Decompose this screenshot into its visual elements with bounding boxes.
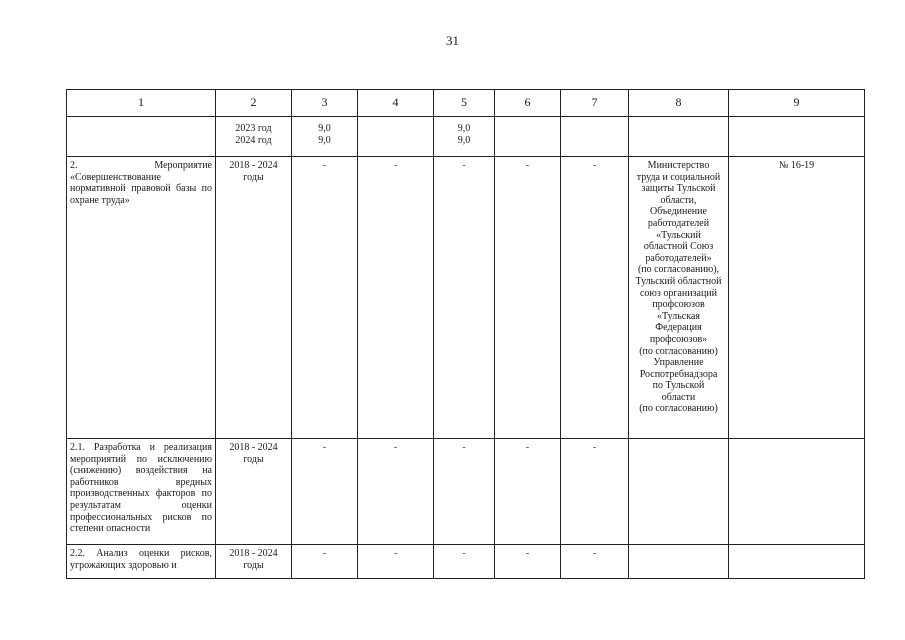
measure-name: 2. Мероприятие «Совершенствование нормативной правовой базы по охране труда»	[67, 157, 216, 439]
dash-cell: -	[434, 439, 495, 545]
year-label: 2023 год	[235, 123, 272, 134]
indicators-cell	[729, 545, 865, 579]
measure-name: 2.1. Разработка и реализация мероприятий по исключению (снижению) воздействия на работников вредных производственных факторов по результатам оценки профессиональных рисков по степени опасности	[67, 439, 216, 545]
amount-value: 9,0	[318, 123, 331, 134]
year-cell	[216, 117, 292, 157]
table-row	[67, 439, 865, 545]
period-cell: 2018 - 2024 годы	[216, 157, 292, 439]
measure-name: 2.2. Анализ оценки рисков, угрожающих здоровью и	[67, 545, 216, 579]
empty-cell	[629, 117, 729, 157]
column-number-row	[67, 90, 865, 117]
empty-cell	[358, 117, 434, 157]
amount-cell	[292, 117, 358, 157]
empty-cell	[495, 117, 561, 157]
column-header: 4	[358, 90, 434, 117]
column-header: 2	[216, 90, 292, 117]
table-row	[67, 545, 865, 579]
empty-cell	[561, 117, 629, 157]
column-header: 9	[729, 90, 865, 117]
page-number: 31	[446, 33, 459, 48]
dash-cell: -	[434, 157, 495, 439]
column-header: 7	[561, 90, 629, 117]
indicators-cell: № 16-19	[729, 157, 865, 439]
period-cell: 2018 - 2024 годы	[216, 439, 292, 545]
program-table	[66, 89, 865, 579]
amount-value: 9,0	[457, 134, 471, 146]
dash-cell: -	[358, 545, 434, 579]
dash-cell: -	[495, 157, 561, 439]
dash-cell: -	[561, 439, 629, 545]
column-header: 8	[629, 90, 729, 117]
year-label: 2024 год	[235, 134, 272, 146]
indicators-cell	[729, 439, 865, 545]
column-header: 3	[292, 90, 358, 117]
dash-cell: -	[561, 157, 629, 439]
column-header: 6	[495, 90, 561, 117]
dash-cell: -	[434, 545, 495, 579]
executors-cell	[629, 439, 729, 545]
column-header: 5	[434, 90, 495, 117]
column-header: 1	[67, 90, 216, 117]
dash-cell: -	[292, 545, 358, 579]
dash-cell: -	[292, 157, 358, 439]
amount-cell	[434, 117, 495, 157]
dash-cell: -	[495, 439, 561, 545]
executors-cell	[629, 545, 729, 579]
dash-cell: -	[292, 439, 358, 545]
dash-cell: -	[495, 545, 561, 579]
dash-cell: -	[358, 439, 434, 545]
empty-cell	[729, 117, 865, 157]
years-row	[67, 117, 865, 157]
amount-value: 9,0	[318, 134, 331, 146]
executors-cell: Министерство труда и социальной защиты Тульской области, Объединение работодателей «Тульский областной Союз работодателей» (по согласованию), Тульский областной союз организаций профсоюзов «Тульская Федерация профсоюзов» (по согласованию) Управление Роспотребнадзора по Тульской области (по согласованию)	[629, 157, 729, 439]
amount-value: 9,0	[457, 123, 471, 134]
period-cell: 2018 - 2024 годы	[216, 545, 292, 579]
table-row	[67, 157, 865, 439]
dash-cell: -	[561, 545, 629, 579]
dash-cell: -	[358, 157, 434, 439]
empty-cell	[67, 117, 216, 157]
